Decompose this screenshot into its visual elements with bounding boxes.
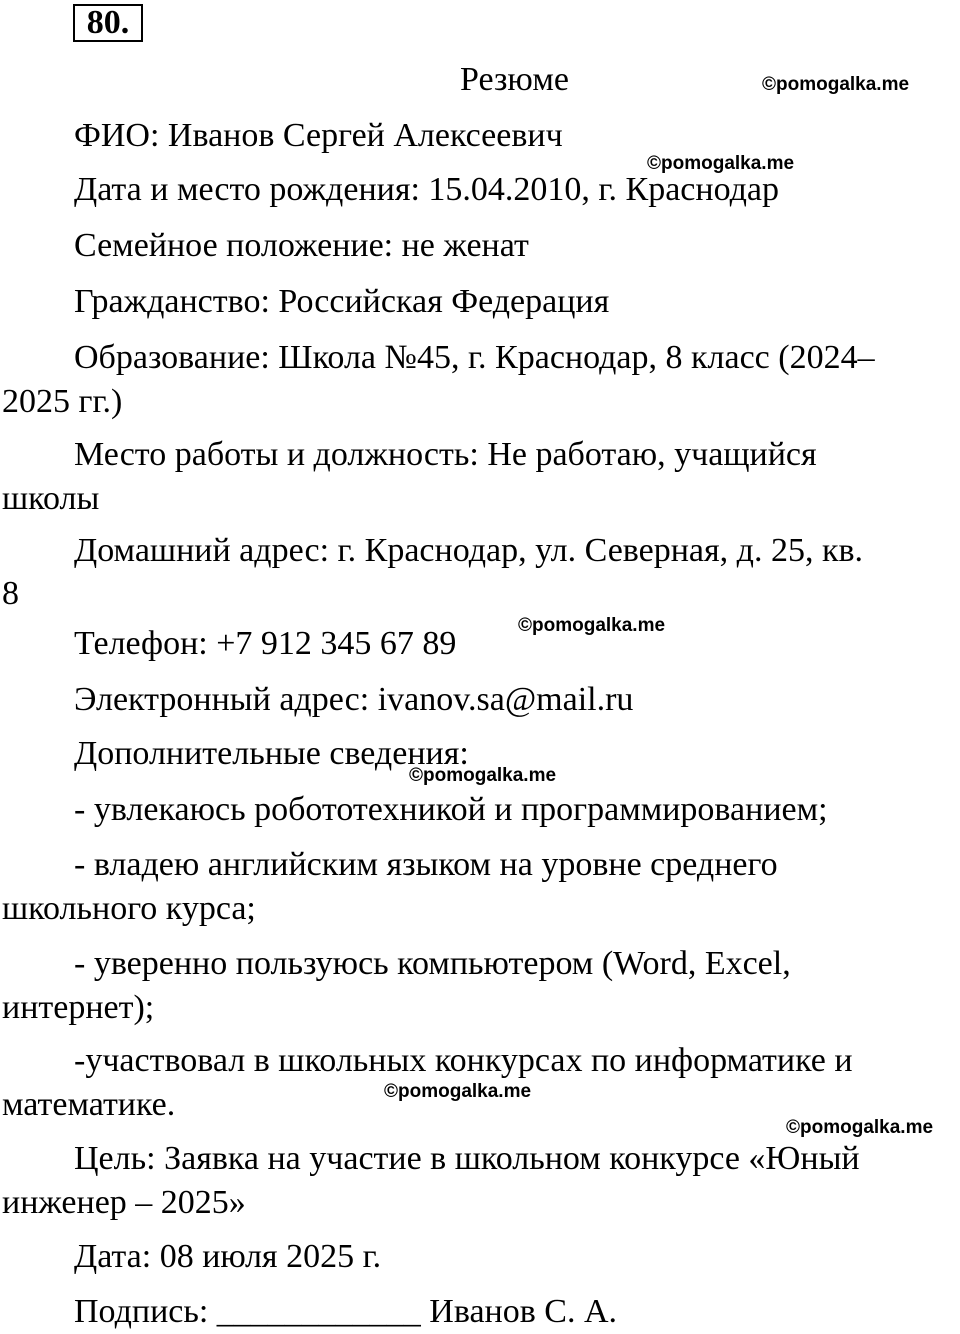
line-additional: Дополнительные сведения: [74,735,469,772]
line-work: Место работы и должность: Не работаю, учащийся [74,436,817,473]
watermark: ©pomogalka.me [786,1117,934,1138]
line-marital: Семейное положение: не женат [74,227,529,264]
line-email: Электронный адрес: ivanov.sa@mail.ru [74,681,634,718]
watermark: ©pomogalka.me [409,765,557,786]
line-english: - владею английским языком на уровне среднего [74,846,778,883]
line-citizenship: Гражданство: Российская Федерация [74,283,610,320]
line-signature: Подпись: ____________ Иванов С. А. [74,1293,618,1330]
line-goal: Цель: Заявка на участие в школьном конкурсе «Юный [74,1140,860,1177]
watermark: ©pomogalka.me [518,615,666,636]
watermark: ©pomogalka.me [647,153,795,174]
line-goal-cont: инженер – 2025» [2,1184,246,1221]
line-work-cont: школы [2,480,100,517]
line-computer: - уверенно пользуюсь компьютером (Word, Excel, [74,945,791,982]
line-birth: Дата и место рождения: 15.04.2010, г. Краснодар [74,171,780,208]
watermark: ©pomogalka.me [762,74,910,95]
line-contests: -участвовал в школьных конкурсах по информатике и [74,1042,853,1079]
line-education: Образование: Школа №45, г. Краснодар, 8 класс (2024– [74,339,875,376]
line-address: Домашний адрес: г. Краснодар, ул. Северная, д. 25, кв. [74,532,864,569]
line-education-cont: 2025 гг.) [2,383,123,420]
line-fio: ФИО: Иванов Сергей Алексеевич [74,117,563,154]
line-address-cont: 8 [2,575,19,612]
exercise-number: 80. [73,4,143,42]
line-computer-cont: интернет); [2,989,155,1026]
document-title: Резюме [460,61,569,98]
line-contests-cont: математике. [2,1086,176,1123]
line-date: Дата: 08 июля 2025 г. [74,1238,382,1275]
line-phone: Телефон: +7 912 345 67 89 [74,625,457,662]
line-english-cont: школьного курса; [2,890,256,927]
watermark: ©pomogalka.me [384,1081,532,1102]
line-hobby: - увлекаюсь робототехникой и программированием; [74,791,828,828]
